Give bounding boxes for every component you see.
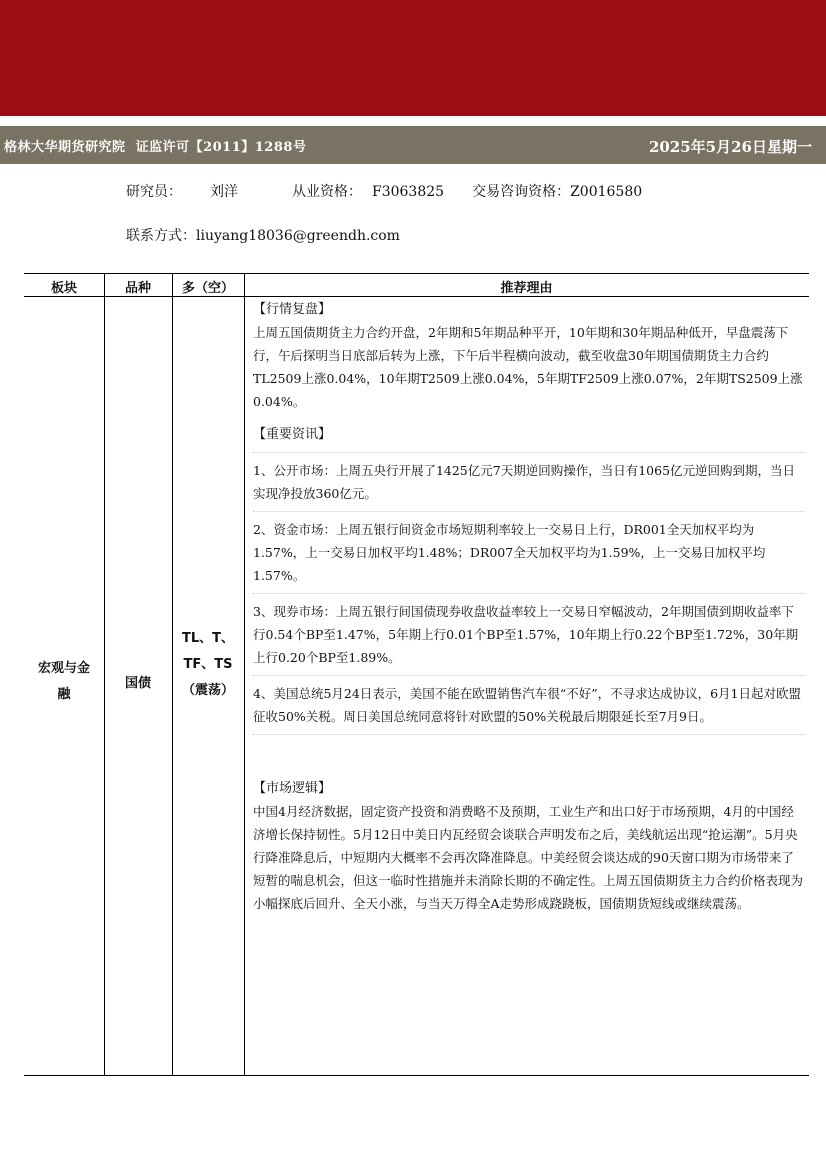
review-tag: 【行情复盘】 — [253, 302, 332, 317]
header-direction: 多（空） — [181, 281, 234, 296]
researcher-info — [126, 181, 642, 201]
license-no: 证监许可【2011】1288号 — [135, 140, 307, 155]
review-text: 上周五国债期货主力合约开盘，2年期和5年期品种平开，10年期和30年期品种低开，早盘震荡下行，午后探明当日底部后转为上涨，下午后半程横向波动，截至收盘30年期国债期货主力合约TL2509上涨0.04%，10年期T2509上涨0.04%，5年期TF2509上涨0.07%，2年期TS2509上涨0.04%。 — [253, 325, 803, 409]
researcher-name: 刘洋 — [210, 184, 238, 200]
cell-direction — [172, 626, 244, 704]
divider — [253, 734, 805, 735]
recommend-table — [24, 273, 809, 1076]
contact-info — [126, 225, 400, 245]
direction-line: TL、T、 — [181, 631, 235, 646]
top-banner — [0, 0, 826, 116]
news-item: 2、资金市场：上周五银行间资金市场短期利率较上一交易日上行，DR001全天加权平均为1.57%，上一交易日加权平均1.48%；DR007全天加权平均为1.59%，上一交易日加权平均1.57%。 — [253, 522, 766, 583]
qual-no: F3063825 — [372, 184, 445, 200]
logic-text: 中国4月经济数据，固定资产投资和消费略不及预期，工业生产和出口好于市场预期，4月的中国经济增长保持韧性。5月12日中美日内瓦经贸会谈联合声明发布之后，美线航运出现“抢运潮”。5月央行降准降息后，中短期内大概率不会再次降准降息。中美经贸会谈达成的90天窗口期为市场带来了短暂的喘息机会，但这一临时性措施并未消除长期的不确定性。上周五国债期货主力合约价格表现为小幅探底后回升、全天小涨，与当天万得全A走势形成跷跷板，国债期货短线或继续震荡。 — [253, 804, 804, 911]
news-item: 1、公开市场：上周五央行开展了1425亿元7天期逆回购操作，当日有1065亿元逆回购到期，当日实现净投放360亿元。 — [253, 463, 796, 501]
news-item: 4、美国总统5月24日表示，美国不能在欧盟销售汽车很“不好”，不寻求达成协议，6月1日起对欧盟征收50%关税。周日美国总统同意将针对欧盟的50%关税最后期限延长至7月9日。 — [253, 686, 801, 724]
qual-label: 从业资格： — [292, 184, 362, 200]
report-date: 2025年5月26日星期一 — [648, 138, 812, 156]
cell-variety: 国债 — [124, 676, 151, 691]
reason-content — [253, 298, 805, 915]
news-tag: 【重要资讯】 — [253, 427, 332, 442]
sector-line: 融 — [57, 687, 71, 702]
header-bar — [0, 126, 826, 164]
header-reason: 推荐理由 — [500, 281, 553, 296]
header-sector: 板块 — [50, 281, 77, 296]
sector-line: 宏观与金 — [37, 661, 90, 676]
direction-line: （震荡） — [181, 683, 234, 698]
org-license — [4, 136, 306, 155]
logic-tag: 【市场逻辑】 — [253, 781, 332, 796]
divider — [253, 675, 805, 676]
consult-no: Z0016580 — [570, 184, 643, 200]
contact-email[interactable]: liuyang18036@greendh.com — [196, 228, 400, 244]
header-variety: 品种 — [124, 281, 151, 296]
consult-label: 交易咨询资格： — [472, 184, 571, 200]
divider — [253, 511, 805, 512]
org-name: 格林大华期货研究院 — [4, 140, 126, 155]
divider — [253, 593, 805, 594]
researcher-label: 研究员： — [126, 184, 182, 200]
col-divider — [244, 274, 245, 1075]
divider — [253, 452, 805, 453]
direction-line: TF、TS — [183, 657, 233, 672]
contact-label: 联系方式： — [126, 228, 196, 244]
cell-sector — [24, 656, 104, 708]
news-item: 3、现券市场：上周五银行间国债现券收盘收益率较上一交易日窄幅波动，2年期国债到期收益率下行0.54个BP至1.47%，5年期上行0.01个BP至1.57%，10年期上行0.22个BP至1.72%，30年期上行0.20个BP至1.89%。 — [253, 604, 799, 665]
